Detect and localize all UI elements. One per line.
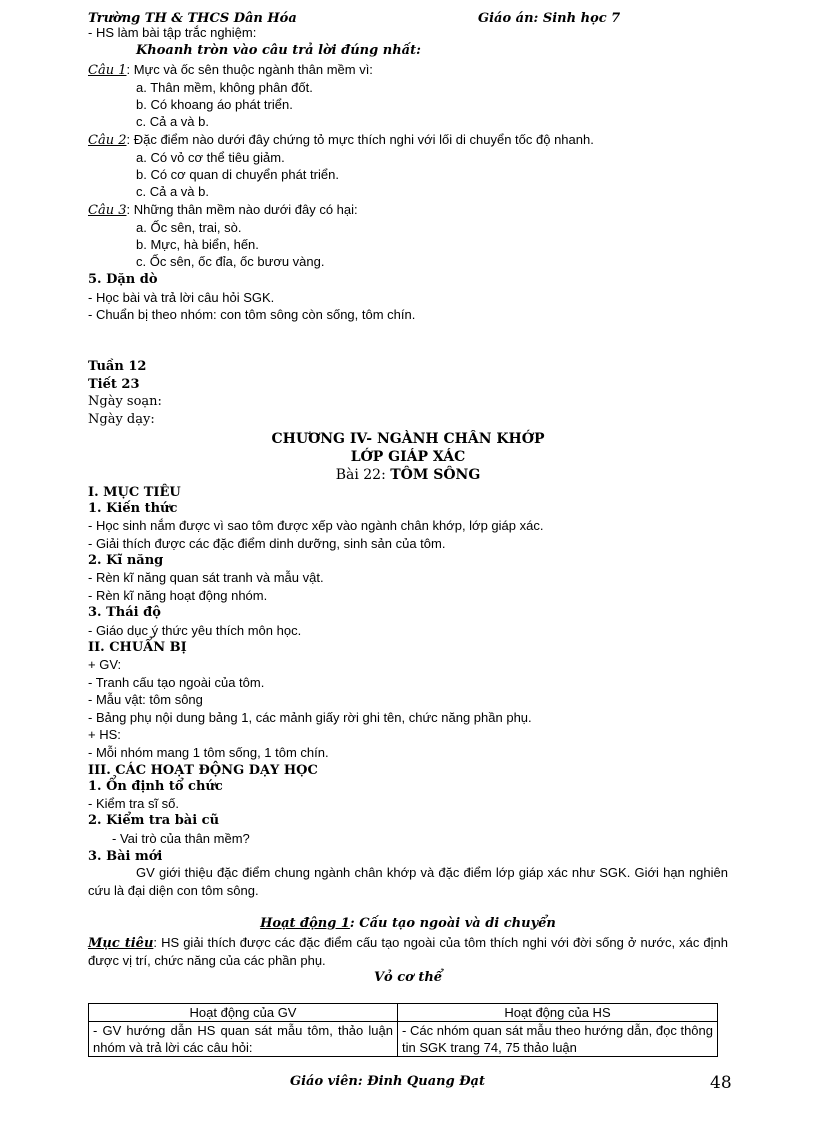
question-2-text: : Đặc điểm nào dưới đây chứng tỏ mực thích nghi với lối di chuyển tốc độ nhanh.: [126, 132, 594, 147]
skills-title: 2. Kĩ năng: [88, 553, 164, 568]
question-1-option-b: b. Có khoang áo phát triển.: [136, 97, 293, 112]
knowledge-title: 1. Kiến thức: [88, 501, 178, 516]
activity-1-label: Hoạt động 1: [260, 916, 350, 931]
organization-title: 1. Ổn định tổ chức: [88, 779, 223, 794]
goal-paragraph: [88, 934, 728, 969]
activity-1-title: : Cấu tạo ngoài và di chuyển: [349, 916, 556, 931]
lesson-name: TÔM SÔNG: [390, 467, 481, 483]
homework-item-1: - Học bài và trả lời câu hỏi SGK.: [88, 290, 275, 305]
organization-item-1: - Kiểm tra sĩ số.: [88, 796, 180, 811]
shell-subtitle: Vỏ cơ thể: [373, 970, 443, 985]
question-3: [88, 202, 358, 219]
quiz-instruction: Khoanh tròn vào câu trả lời đúng nhất:: [136, 43, 421, 58]
skills-item-2: - Rèn kĩ năng hoạt động nhóm.: [88, 588, 268, 603]
preparation-gv-item-1: - Tranh cấu tạo ngoài của tôm.: [88, 675, 265, 690]
preparation-gv: + GV:: [88, 657, 122, 672]
question-3-option-a: a. Ốc sên, trai, sò.: [136, 220, 242, 235]
table-cell-hs: - Các nhóm quan sát mẫu theo hướng dẫn, đọc thông tin SGK trang 74, 75 thảo luận: [398, 1022, 718, 1057]
attitude-title: 3. Thái độ: [88, 605, 161, 620]
check-title: 2. Kiểm tra bài cũ: [88, 813, 220, 828]
table-row: [89, 1022, 718, 1057]
chapter-title: CHƯƠNG IV- NGÀNH CHÂN KHỚP: [271, 431, 545, 447]
question-3-option-c: c. Ốc sên, ốc đỉa, ốc bươu vàng.: [136, 254, 325, 269]
preparation-hs-item-1: - Mỗi nhóm mang 1 tôm sống, 1 tôm chín.: [88, 745, 329, 760]
quiz-intro: - HS làm bài tập trắc nghiệm:: [88, 25, 257, 40]
homework-title: 5. Dặn dò: [88, 272, 158, 287]
activity-1-heading: [0, 916, 816, 932]
subject-header: Giáo án: Sinh học 7: [478, 11, 621, 26]
question-1-label: Câu 1: [88, 63, 127, 78]
school-header: Trường TH & THCS Dân Hóa: [88, 11, 297, 26]
activities-title: III. CÁC HOẠT ĐỘNG DẠY HỌC: [88, 763, 318, 778]
preparation-title: II. CHUẨN BỊ: [88, 640, 187, 655]
table-header-gv: Hoạt động của GV: [89, 1004, 398, 1022]
question-1: [88, 62, 373, 79]
goal-label: Mục tiêu: [88, 936, 154, 951]
question-2-label: Câu 2: [88, 133, 127, 148]
teach-date-label: Ngày dạy:: [88, 412, 155, 427]
question-2-option-b: b. Có cơ quan di chuyển phát triển.: [136, 167, 339, 182]
check-item-1: - Vai trò của thân mềm?: [112, 831, 250, 846]
footer-teacher: Giáo viên: Đinh Quang Đạt: [290, 1074, 485, 1089]
preparation-gv-item-2: - Mẫu vật: tôm sông: [88, 692, 203, 707]
question-2-option-a: a. Có vỏ cơ thể tiêu giảm.: [136, 150, 285, 165]
skills-item-1: - Rèn kĩ năng quan sát tranh và mẫu vật.: [88, 570, 324, 585]
question-3-label: Câu 3: [88, 203, 127, 218]
page-number: 48: [710, 1073, 732, 1093]
knowledge-item-1: - Học sinh nắm được vì sao tôm được xếp vào ngành chân khớp, lớp giáp xác.: [88, 518, 544, 533]
week-label: Tuần 12: [88, 359, 147, 374]
objectives-title: I. MỤC TIÊU: [88, 485, 181, 500]
question-3-option-b: b. Mực, hà biển, hến.: [136, 237, 259, 252]
question-1-option-c: c. Cả a và b.: [136, 114, 209, 129]
attitude-item-1: - Giáo dục ý thức yêu thích môn học.: [88, 623, 302, 638]
question-1-text: : Mực và ốc sên thuộc ngành thân mềm vì:: [126, 62, 373, 77]
preparation-hs: + HS:: [88, 727, 121, 742]
table-header-hs: Hoạt động của HS: [398, 1004, 718, 1022]
period-label: Tiết 23: [88, 377, 140, 392]
question-2-option-c: c. Cả a và b.: [136, 184, 209, 199]
class-title: LỚP GIÁP XÁC: [350, 449, 466, 465]
question-1-option-a: a. Thân mềm, không phân đốt.: [136, 80, 313, 95]
new-lesson-paragraph: GV giới thiệu đặc điểm chung ngành chân khớp và đặc điểm lớp giáp xác như SGK. Giới hạn nghiên cứu là đại diện con tôm sông.: [88, 865, 728, 898]
activity-table: [88, 1003, 718, 1057]
new-lesson-title: 3. Bài mới: [88, 849, 163, 864]
lesson-title: [0, 467, 816, 483]
table-header-row: [89, 1004, 718, 1022]
question-2: [88, 132, 594, 149]
table-cell-gv: - GV hướng dẫn HS quan sát mẫu tôm, thảo luận nhóm và trả lời các câu hỏi:: [89, 1022, 398, 1057]
preparation-gv-item-3: - Bảng phụ nội dung bảng 1, các mảnh giấy rời ghi tên, chức năng phần phụ.: [88, 710, 532, 725]
question-3-text: : Những thân mềm nào dưới đây có hại:: [126, 202, 358, 217]
goal-text: : HS giải thích được các đặc điểm cấu tạo ngoài của tôm thích nghi với đời sống ở nước, xác định được vị trí, chức năng của các phần phụ.: [88, 935, 728, 968]
lesson-prefix: Bài 22:: [335, 467, 386, 483]
knowledge-item-2: - Giải thích được các đặc điểm dinh dưỡng, sinh sản của tôm.: [88, 536, 446, 551]
homework-item-2: - Chuẩn bị theo nhóm: con tôm sông còn sống, tôm chín.: [88, 307, 416, 322]
prep-date-label: Ngày soạn:: [88, 394, 162, 409]
